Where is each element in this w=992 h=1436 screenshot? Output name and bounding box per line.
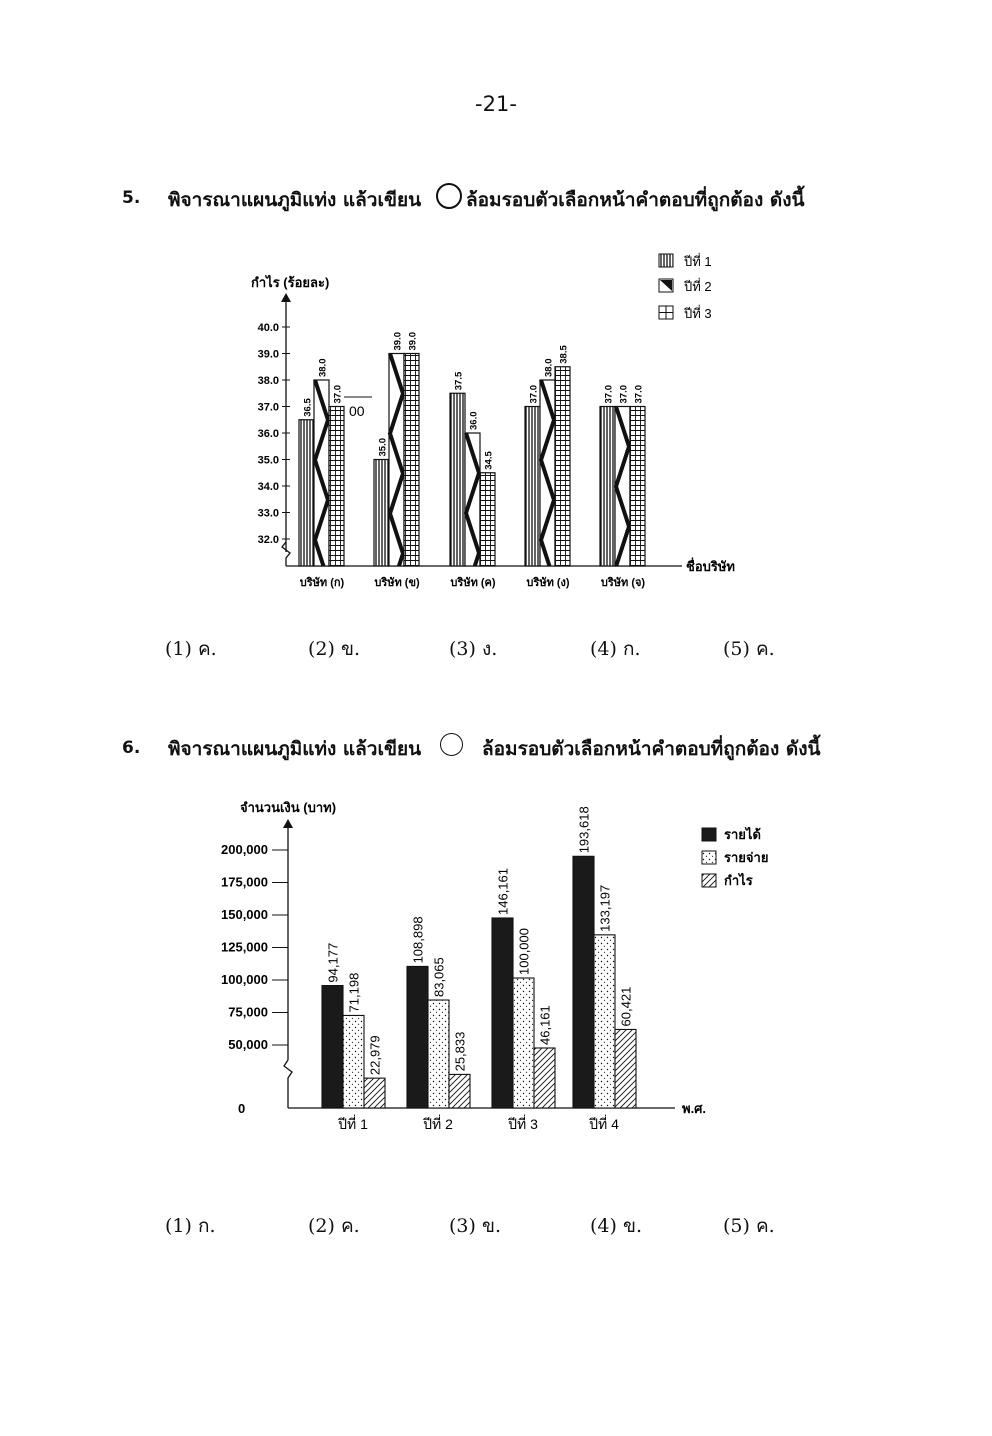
bar-value-label: 83,065 — [431, 957, 447, 998]
question-5-text-after: ล้อมรอบตัวเลือกหน้าคำตอบที่ถูกต้อง ดังนี้ — [466, 189, 805, 211]
bar-value-label: 37.0 — [332, 385, 344, 404]
bar-value-label: 39.0 — [407, 332, 419, 351]
bar-year3 — [630, 407, 645, 567]
legend-swatch-expense — [702, 851, 716, 864]
chart-2-y-tick-label: 75,000 — [228, 1004, 268, 1020]
chart-2-zero-label: 0 — [238, 1101, 246, 1116]
legend-label-expense: รายจ่าย — [724, 850, 769, 865]
chart-2-y-tick-label: 125,000 — [221, 939, 268, 955]
chart-2-y-tick-label: 150,000 — [221, 907, 268, 922]
chart-2-y-tick-label: 100,000 — [221, 972, 268, 987]
bar-value-label: 25,833 — [452, 1031, 468, 1072]
question-6-text-before: พิจารณาแผนภูมิแท่ง แล้วเขียน — [168, 738, 422, 760]
chart-2-ylabel: จำนวนเงิน (บาท) — [240, 800, 337, 815]
chart-1-category-label: บริษัท (ก) — [299, 577, 345, 589]
chart-2-y-tick-label: 175,000 — [221, 874, 268, 890]
bar-year3 — [555, 367, 570, 566]
bar-value-label: 193,618 — [576, 806, 592, 854]
bar-profit — [449, 1074, 470, 1108]
choice-4[interactable]: (4) ข. — [590, 1215, 642, 1237]
bar-profit — [534, 1048, 555, 1108]
chart-1-y-arrow-icon — [281, 293, 291, 302]
legend-swatch-income — [702, 828, 716, 841]
choice-4[interactable]: (4) ก. — [590, 638, 641, 660]
chart-1-y-tick-label: 34.0 — [257, 481, 279, 493]
bar-value-label: 39.0 — [392, 332, 404, 351]
legend-swatch-year1 — [659, 254, 673, 267]
chart-1-xlabel: ชื่อบริษัท — [686, 559, 736, 574]
chart-2-axis-break-icon — [284, 1060, 292, 1108]
chart-2-category-label: ปีที่ 1 — [338, 1116, 368, 1132]
legend-label-year1: ปีที่ 1 — [684, 254, 712, 269]
bar-value-label: 100,000 — [516, 928, 532, 975]
chart-1-annotation: 00 — [349, 403, 365, 419]
question-5-text-before: พิจารณาแผนภูมิแท่ง แล้วเขียน — [168, 189, 422, 211]
chart-1-y-tick-label: 33.0 — [257, 507, 279, 520]
chart-1-category-label: บริษัท (ง) — [526, 577, 570, 589]
chart-2-category-label: ปีที่ 3 — [508, 1116, 538, 1132]
bar-income — [573, 856, 594, 1108]
bar-value-label: 133,197 — [597, 884, 613, 932]
page-number: -21- — [475, 92, 517, 116]
bar-year1 — [525, 407, 540, 567]
chart-1-y-tick-label: 40.0 — [257, 322, 279, 334]
choice-2[interactable]: (2) ค. — [308, 1215, 360, 1237]
chart-2-legend — [702, 826, 768, 888]
chart-1-y-tick-label: 39.0 — [257, 348, 279, 361]
bar-value-label: 71,198 — [346, 972, 362, 1013]
choice-3[interactable]: (3) ง. — [449, 638, 498, 660]
bar-year3 — [480, 473, 495, 566]
chart-1-y-tick-label: 38.0 — [257, 375, 279, 387]
chart-1-ylabel: กำไร (ร้อยละ) — [251, 275, 330, 290]
chart-1-category-label: บริษัท (ค) — [450, 577, 496, 589]
bar-value-label: 37.0 — [528, 385, 540, 404]
bar-expense — [343, 1015, 364, 1108]
bar-year1 — [600, 407, 615, 567]
chart-1 — [251, 253, 735, 589]
choice-1[interactable]: (1) ค. — [165, 638, 217, 660]
question-5-number: 5. — [122, 188, 141, 208]
chart-2-y-tick-label: 50,000 — [228, 1037, 268, 1052]
chart-2-xlabel: พ.ศ. — [682, 1101, 707, 1116]
bar-value-label: 108,898 — [410, 916, 426, 964]
bar-value-label: 37.0 — [618, 385, 630, 404]
bar-year1 — [450, 393, 465, 566]
chart-2-category-label: ปีที่ 2 — [423, 1116, 453, 1132]
bar-year3 — [404, 354, 419, 567]
bar-value-label: 60,421 — [618, 986, 634, 1027]
chart-2-y-arrow-icon — [283, 819, 293, 828]
bar-value-label: 146,161 — [495, 867, 511, 915]
bar-year3 — [329, 407, 344, 567]
choice-3[interactable]: (3) ข. — [449, 1215, 501, 1237]
choice-2[interactable]: (2) ข. — [308, 638, 360, 660]
question-6-text-after: ล้อมรอบตัวเลือกหน้าคำตอบที่ถูกต้อง ดังนี้ — [482, 738, 821, 760]
bar-value-label: 36.5 — [302, 398, 314, 417]
bar-income — [492, 918, 513, 1108]
choice-5[interactable]: (5) ค. — [723, 638, 775, 660]
choice-5[interactable]: (5) ค. — [723, 1215, 775, 1237]
bar-value-label: 38.5 — [558, 345, 570, 364]
bar-value-label: 37.0 — [633, 385, 645, 404]
chart-1-y-tick-label: 37.0 — [257, 401, 279, 414]
chart-2-category-label: ปีที่ 4 — [589, 1116, 619, 1132]
bar-profit — [615, 1029, 636, 1108]
bar-value-label: 37.5 — [453, 371, 465, 391]
bar-profit — [364, 1078, 385, 1108]
legend-label-year2: ปีที่ 2 — [684, 279, 712, 294]
question-6-number: 6. — [122, 738, 141, 758]
chart-2 — [221, 800, 768, 1132]
bar-value-label: 36.0 — [468, 411, 480, 430]
bar-value-label: 94,177 — [325, 942, 341, 983]
bar-value-label: 46,161 — [537, 1005, 553, 1045]
chart-1-legend — [659, 253, 712, 321]
chart-1-y-tick-label: 36.0 — [257, 428, 279, 440]
bar-value-label: 37.0 — [603, 385, 615, 404]
bar-value-label: 38.0 — [543, 358, 555, 377]
bar-expense — [594, 935, 615, 1108]
chart-1-category-label: บริษัท (จ) — [600, 577, 646, 589]
bar-value-label: 35.0 — [377, 438, 389, 457]
bar-value-label: 38.0 — [317, 358, 329, 377]
chart-1-y-tick-label: 35.0 — [257, 454, 279, 467]
bar-expense — [428, 1000, 449, 1108]
bar-income — [407, 966, 428, 1108]
bar-year1 — [374, 460, 389, 567]
bar-expense — [513, 978, 534, 1108]
legend-label-profit: กำไร — [724, 873, 753, 888]
chart-1-category-label: บริษัท (ข) — [374, 577, 420, 589]
bar-year1 — [299, 420, 314, 566]
choice-1[interactable]: (1) ก. — [165, 1215, 216, 1237]
legend-label-income: รายได้ — [724, 827, 761, 842]
chart-1-y-tick-label: 32.0 — [257, 534, 279, 546]
bar-income — [322, 986, 343, 1108]
legend-label-year3: ปีที่ 3 — [684, 306, 712, 321]
chart-2-y-tick-label: 200,000 — [221, 842, 268, 857]
bar-value-label: 22,979 — [367, 1035, 383, 1076]
legend-swatch-profit — [702, 874, 716, 887]
bar-value-label: 34.5 — [483, 451, 495, 470]
